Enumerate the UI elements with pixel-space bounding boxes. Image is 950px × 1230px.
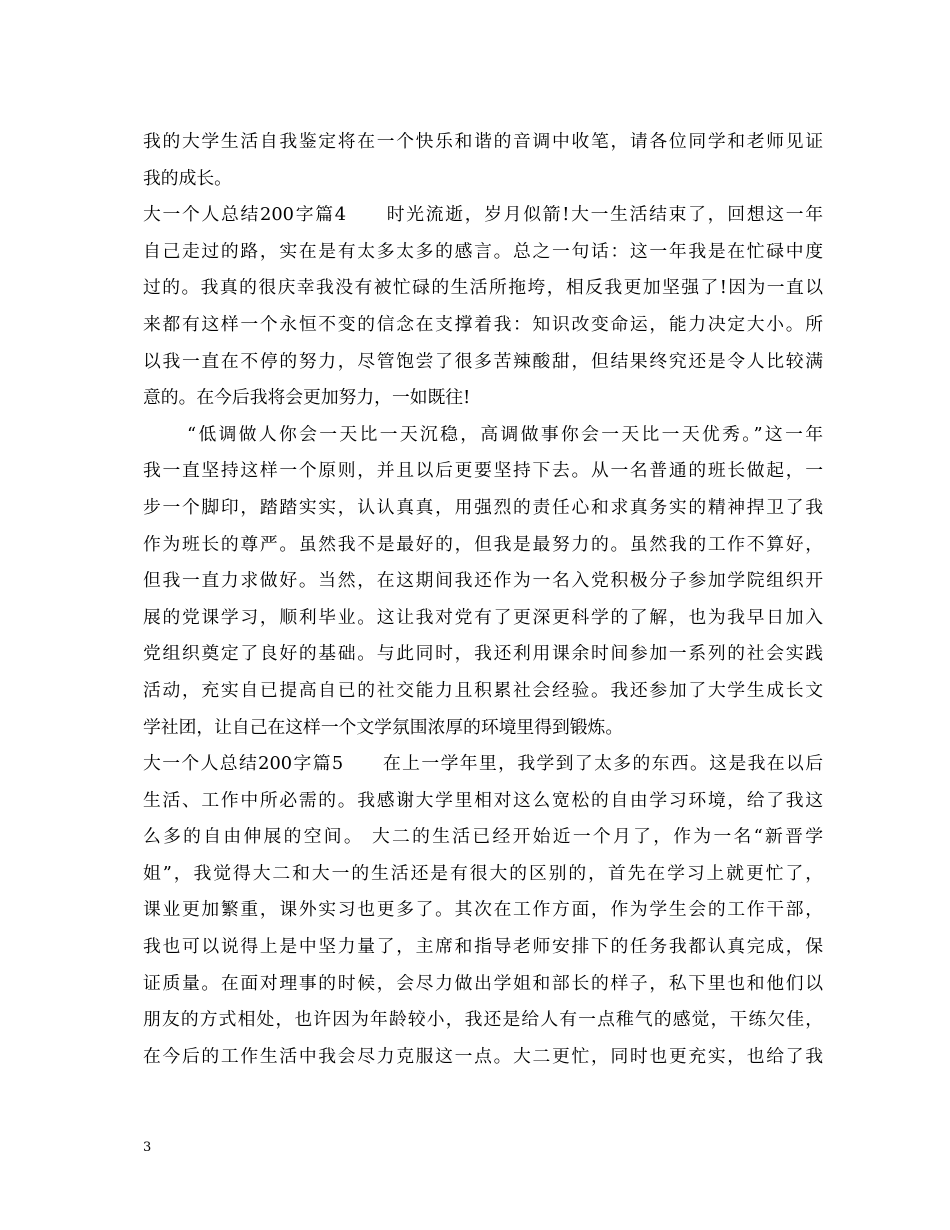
text-line: 在今后的工作生活中我会尽力克服这一点。大二更忙，同时也更充实，也给了我	[143, 1045, 823, 1067]
text-line: 么多的自由伸展的空间。 大二的生活已经开始近一个月了，作为一名“新晋学	[143, 826, 823, 848]
text-line: 意的。在今后我将会更加努力，一如既往!	[143, 387, 471, 409]
body-text	[143, 124, 823, 1075]
section-heading-line: 大一个人总结200字篇5 在上一学年里，我学到了太多的东西。这是我在以后	[143, 753, 823, 775]
text-line: 生活、工作中所必需的。我感谢大学里相对这么宽松的自由学习环境，给了我这	[143, 789, 823, 811]
text-line: “低调做人你会一天比一天沉稳，高调做事你会一天比一天优秀。”这一年	[187, 423, 823, 445]
page-number: 3	[143, 1140, 152, 1155]
text-line: 课业更加繁重，课外实习也更多了。其次在工作方面，作为学生会的工作干部，	[143, 899, 823, 921]
text-line: 学社团，让自己在这样一个文学氛围浓厚的环境里得到锻炼。	[143, 716, 624, 738]
text-line: 来都有这样一个永恒不变的信念在支撑着我：知识改变命运，能力决定大小。所	[143, 313, 823, 335]
text-line: 展的党课学习，顺利毕业。这让我对党有了更深更科学的了解，也为我早日加入	[143, 606, 823, 628]
text-line: 朋友的方式相处，也许因为年龄较小，我还是给人有一点稚气的感觉，干练欠佳，	[143, 1009, 823, 1031]
text-line: 姐”，我觉得大二和大一的生活还是有很大的区别的，首先在学习上就更忙了，	[143, 862, 823, 884]
text-line: 作为班长的尊严。虽然我不是最好的，但我是最努力的。虽然我的工作不算好，	[143, 533, 823, 555]
text-line: 我也可以说得上是中坚力量了，主席和指导老师安排下的任务我都认真完成，保	[143, 936, 823, 958]
text-line: 我一直坚持这样一个原则，并且以后更要坚持下去。从一名普通的班长做起，一	[143, 460, 823, 482]
text-line: 证质量。在面对理事的时候，会尽力做出学姐和部长的样子，私下里也和他们以	[143, 972, 823, 994]
text-line: 自己走过的路，实在是有太多太多的感言。总之一句话：这一年我是在忙碌中度	[143, 240, 823, 262]
text-line: 但我一直力求做好。当然，在这期间我还作为一名入党积极分子参加学院组织开	[143, 570, 823, 592]
text-line: 步一个脚印，踏踏实实，认认真真，用强烈的责任心和求真务实的精神捍卫了我	[143, 496, 823, 518]
text-line: 我的大学生活自我鉴定将在一个快乐和谐的音调中收笔，请各位同学和老师见证	[143, 131, 823, 152]
text-line: 过的。我真的很庆幸我没有被忙碌的生活所拖垮，相反我更加坚强了!因为一直以	[143, 277, 823, 299]
text-line: 以我一直在不停的努力，尽管饱尝了很多苦辣酸甜，但结果终究还是令人比较满	[143, 350, 823, 372]
text-line: 活动，充实自已提高自已的社交能力且积累社会经验。我还参加了大学生成长文	[143, 679, 823, 701]
text-line: 我的成长。	[143, 167, 232, 189]
section-heading-line: 大一个人总结200字篇4 时光流逝，岁月似箭!大一生活结束了，回想这一年	[143, 204, 823, 226]
text-line: 党组织奠定了良好的基础。与此同时，我还利用课余时间参加一系列的社会实践	[143, 643, 823, 665]
